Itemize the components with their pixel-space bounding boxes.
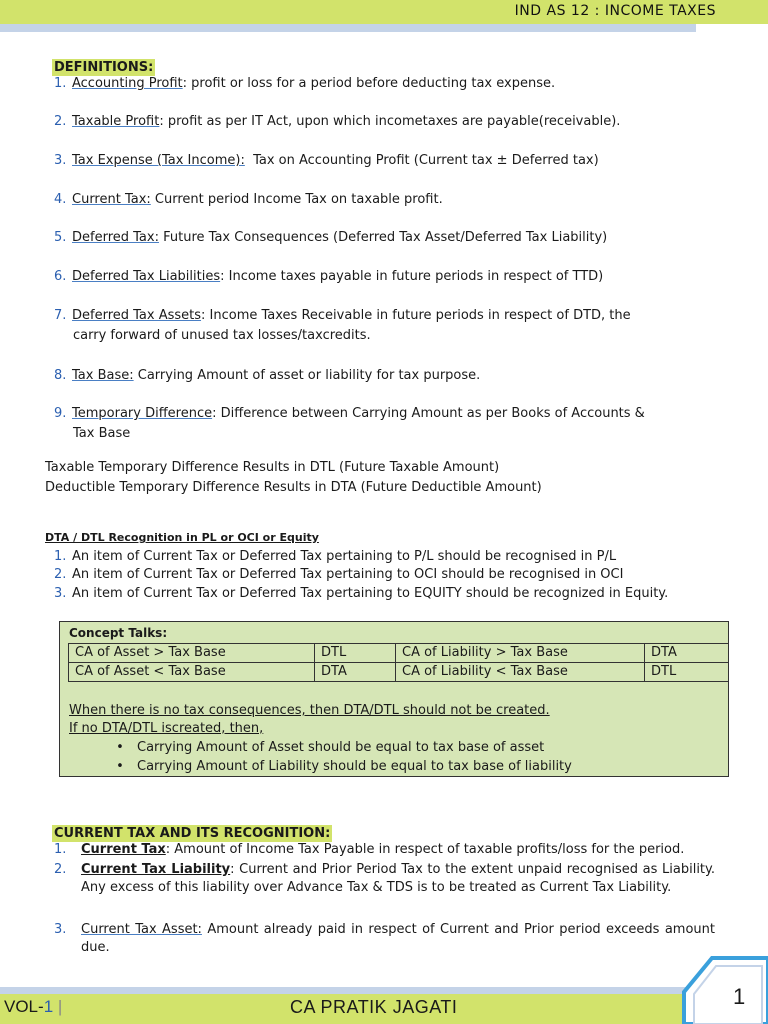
note-dtd: Deductible Temporary Difference Results in DTA (Future Deductible Amount) (45, 480, 542, 495)
table-cell: CA of Asset > Tax Base (69, 644, 315, 663)
concept-line-1: When there is no tax consequences, then DTA/DTL should not be created. (69, 703, 550, 718)
concept-bullet: • Carrying Amount of Asset should be equal to tax base of asset (116, 740, 545, 755)
current-tax-item: 3. Current Tax Asset: Amount already paid in respect of Current and Prior period exceeds amount due. (54, 922, 715, 955)
concept-bullet: • Carrying Amount of Liability should be equal to tax base of liability (116, 759, 572, 774)
definition-item: 6. Deferred Tax Liabilities: Income taxes payable in future periods in respect of TTD) (54, 269, 604, 284)
recognition-item: 1. An item of Current Tax or Deferred Tax pertaining to P/L should be recognised in P/L (54, 549, 617, 564)
current-tax-heading: CURRENT TAX AND ITS RECOGNITION: (54, 826, 331, 841)
page-corner-icon (682, 956, 768, 1024)
definition-item: 3. Tax Expense (Tax Income): Tax on Accounting Profit (Current tax ± Deferred tax) (54, 153, 599, 168)
definition-item: 9. Temporary Difference: Difference between Carrying Amount as per Books of Accounts & (54, 406, 645, 421)
definition-item: 8. Tax Base: Carrying Amount of asset or liability for tax purpose. (54, 368, 481, 383)
definition-item-continued: Tax Base (73, 426, 131, 441)
definition-item: 4. Current Tax: Current period Income Tax on taxable profit. (54, 192, 443, 207)
table-cell: CA of Asset < Tax Base (69, 663, 315, 682)
table-cell: DTA (315, 663, 396, 682)
recognition-heading: DTA / DTL Recognition in PL or OCI or Equity (45, 531, 319, 544)
note-ttd: Taxable Temporary Difference Results in DTL (Future Taxable Amount) (45, 460, 500, 475)
definition-item: 7. Deferred Tax Assets: Income Taxes Receivable in future periods in respect of DTD, the (54, 308, 631, 323)
recognition-item: 3. An item of Current Tax or Deferred Tax pertaining to EQUITY should be recognized in Equity. (54, 586, 669, 601)
current-tax-item: 2. Current Tax Liability: Current and Prior Period Tax to the extent unpaid recognised as Liability. Any excess of this liability over Advance Tax & TDS is to be treated as Current Tax Liability. (54, 862, 715, 895)
header-title: IND AS 12 : INCOME TAXES (514, 3, 716, 19)
table-row (69, 663, 729, 682)
definition-item: 2. Taxable Profit: profit as per IT Act, upon which incometaxes are payable(receivable). (54, 114, 621, 129)
footer-author: CA PRATIK JAGATI (290, 997, 458, 1017)
current-tax-item: 1. Current Tax: Amount of Income Tax Payable in respect of taxable profits/loss for the period. (54, 842, 685, 857)
concept-table (68, 643, 729, 682)
concept-line-2: If no DTA/DTL iscreated, then, (69, 721, 264, 736)
footer-strip (0, 987, 696, 994)
table-cell: DTA (645, 644, 729, 663)
definitions-heading: DEFINITIONS: (54, 60, 154, 75)
table-cell: DTL (315, 644, 396, 663)
concept-talks-heading: Concept Talks: (69, 626, 168, 640)
table-cell: DTL (645, 663, 729, 682)
definition-item-continued: carry forward of unused tax losses/taxcredits. (73, 328, 371, 343)
definition-item: 1. Accounting Profit: profit or loss for a period before deducting tax expense. (54, 76, 556, 91)
table-cell: CA of Liability > Tax Base (396, 644, 645, 663)
footer-volume: VOL-1 | (4, 997, 63, 1016)
table-cell: CA of Liability < Tax Base (396, 663, 645, 682)
page-number: 1 (733, 984, 746, 1009)
definition-item: 5. Deferred Tax: Future Tax Consequences (Deferred Tax Asset/Deferred Tax Liability) (54, 230, 608, 245)
recognition-item: 2. An item of Current Tax or Deferred Tax pertaining to OCI should be recognised in OCI (54, 567, 624, 582)
table-row (69, 644, 729, 663)
header-strip (0, 24, 696, 32)
